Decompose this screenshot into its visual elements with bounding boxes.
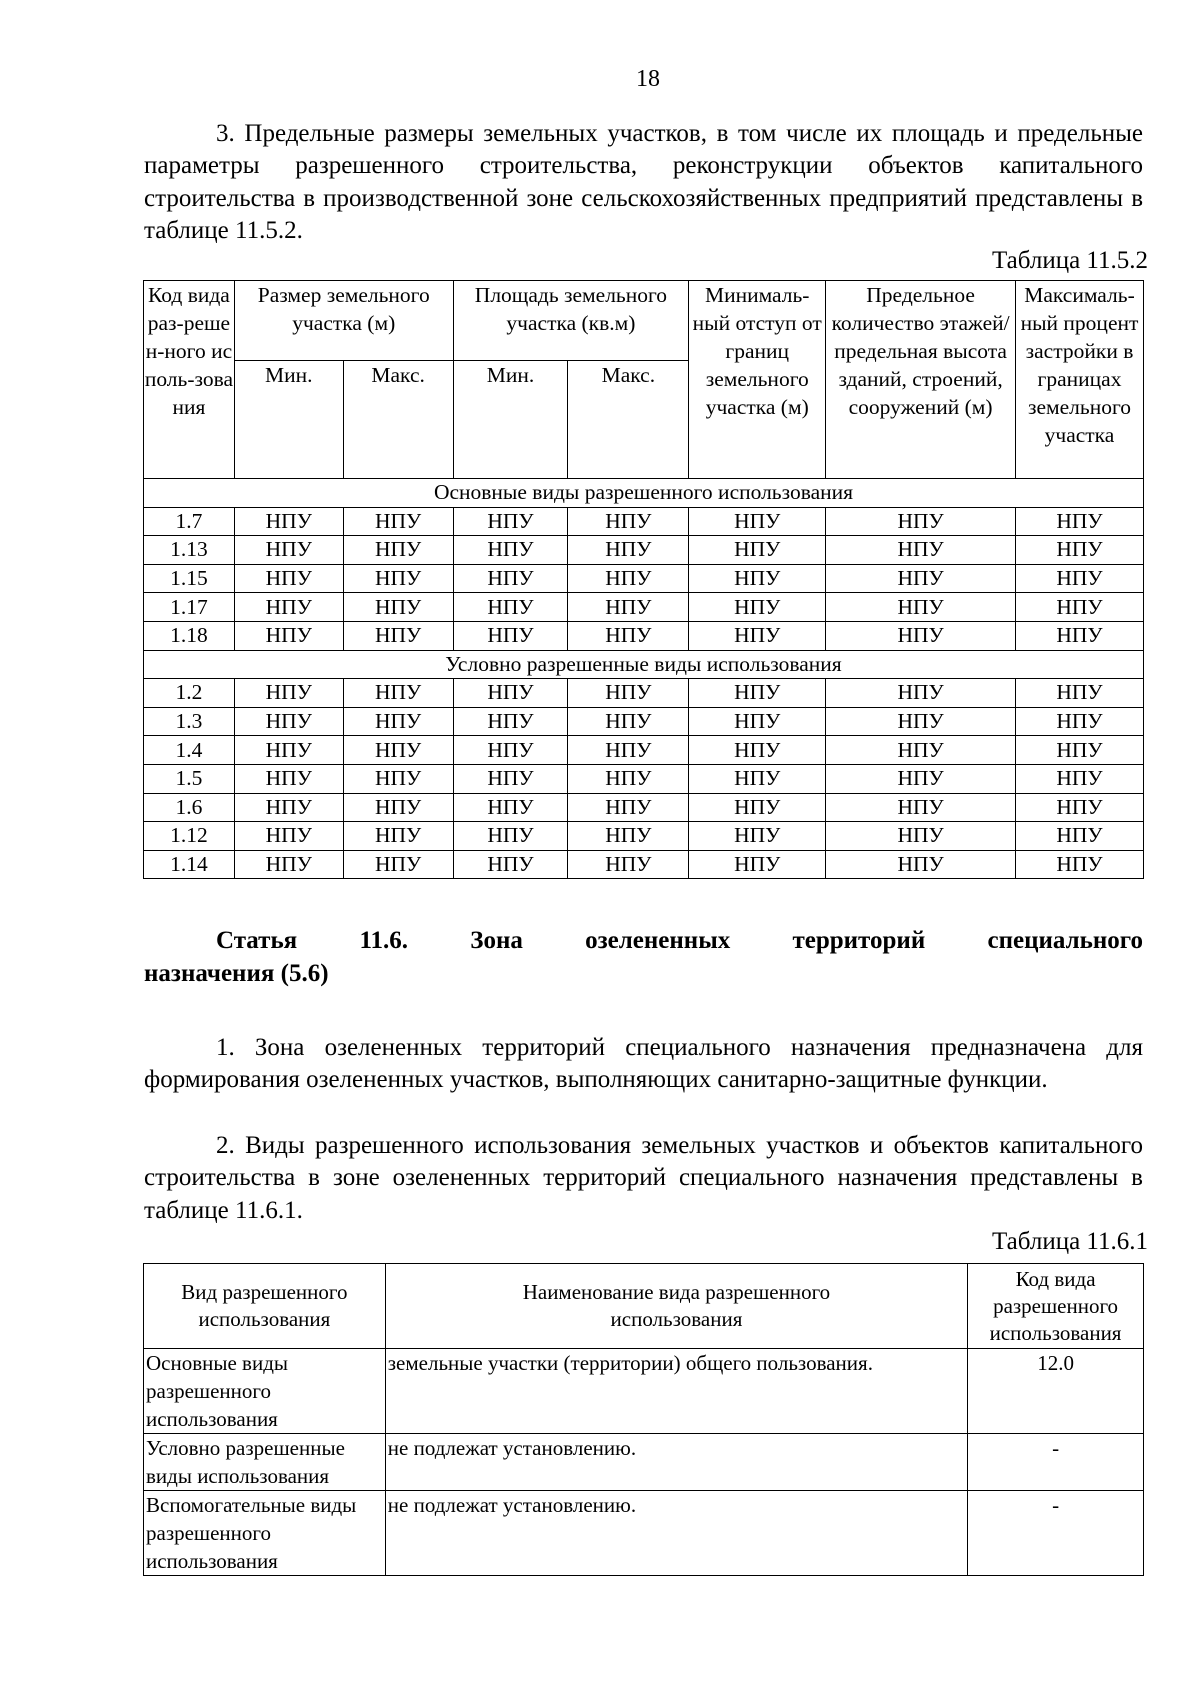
value-cell: НПУ xyxy=(343,822,453,851)
value-cell: НПУ xyxy=(453,536,568,565)
value-cell: НПУ xyxy=(234,764,343,793)
value-cell: НПУ xyxy=(1016,679,1144,708)
value-cell: НПУ xyxy=(234,736,343,765)
code-cell: 1.12 xyxy=(144,822,235,851)
value-cell: НПУ xyxy=(453,850,568,879)
value-cell: НПУ xyxy=(1016,564,1144,593)
value-cell: НПУ xyxy=(568,621,689,650)
value-cell: НПУ xyxy=(568,793,689,822)
value-cell: НПУ xyxy=(234,536,343,565)
name-cell: земельные участки (территории) общего пользования. xyxy=(385,1349,967,1434)
header-floors: Предельное количество этажей/ предельная высота зданий, строений, сооружений (м) xyxy=(826,281,1016,479)
code-cell: 1.5 xyxy=(144,764,235,793)
article-word: озелененных xyxy=(585,927,731,954)
value-cell: НПУ xyxy=(1016,736,1144,765)
value-cell: НПУ xyxy=(568,850,689,879)
article-word: специального xyxy=(987,927,1143,954)
value-cell: НПУ xyxy=(689,679,826,708)
value-cell: НПУ xyxy=(568,564,689,593)
code-cell: - xyxy=(968,1491,1144,1576)
table-row xyxy=(144,593,1144,622)
value-cell: НПУ xyxy=(689,850,826,879)
value-cell: НПУ xyxy=(453,822,568,851)
table-2-caption: Таблица 11.6.1 xyxy=(992,1228,1148,1255)
value-cell: НПУ xyxy=(1016,850,1144,879)
value-cell: НПУ xyxy=(453,764,568,793)
table-row xyxy=(144,1349,1144,1434)
value-cell: НПУ xyxy=(234,793,343,822)
type-cell: Вспомогательные виды разрешенного использования xyxy=(144,1491,386,1576)
header-name: Наименование вида разрешенного использования xyxy=(385,1264,967,1349)
value-cell: НПУ xyxy=(234,679,343,708)
code-cell: 1.15 xyxy=(144,564,235,593)
value-cell: НПУ xyxy=(343,736,453,765)
article-word: 11.6. xyxy=(359,927,409,954)
article-word: Статья xyxy=(216,927,298,954)
value-cell: НПУ xyxy=(826,850,1016,879)
value-cell: НПУ xyxy=(568,707,689,736)
table-row xyxy=(144,679,1144,708)
value-cell: НПУ xyxy=(689,793,826,822)
value-cell: НПУ xyxy=(1016,593,1144,622)
type-cell: Условно разрешенные виды использования xyxy=(144,1434,386,1491)
code-cell: 1.4 xyxy=(144,736,235,765)
header-size-min: Мин. xyxy=(234,361,343,479)
main-rows xyxy=(144,507,1144,650)
conditional-rows xyxy=(144,679,1144,879)
article-word: Зона xyxy=(470,927,523,954)
value-cell: НПУ xyxy=(689,507,826,536)
value-cell: НПУ xyxy=(568,736,689,765)
article-heading-line2: назначения (5.6) xyxy=(144,960,329,987)
table-row xyxy=(144,536,1144,565)
table-row xyxy=(144,1434,1144,1491)
value-cell: НПУ xyxy=(343,764,453,793)
table-2-rows xyxy=(144,1349,1144,1576)
value-cell: НПУ xyxy=(826,764,1016,793)
value-cell: НПУ xyxy=(826,679,1016,708)
value-cell: НПУ xyxy=(343,850,453,879)
value-cell: НПУ xyxy=(1016,507,1144,536)
value-cell: НПУ xyxy=(1016,793,1144,822)
type-cell: Основные виды разрешенного использования xyxy=(144,1349,386,1434)
value-cell: НПУ xyxy=(234,564,343,593)
code-cell: 1.7 xyxy=(144,507,235,536)
header-code: Код вида разрешенного использования xyxy=(968,1264,1144,1349)
header-coverage: Максималь-ный процент застройки в границах земельного участка xyxy=(1016,281,1144,479)
value-cell: НПУ xyxy=(1016,536,1144,565)
value-cell: НПУ xyxy=(689,621,826,650)
section-main: Основные виды разрешенного использования xyxy=(144,479,1144,508)
value-cell: НПУ xyxy=(234,621,343,650)
value-cell: НПУ xyxy=(453,793,568,822)
value-cell: НПУ xyxy=(453,593,568,622)
paragraph-1: 1. Зона озелененных территорий специального назначения предназначена для формирования озелененных участков, выполняющих санитарно-защитные функции. xyxy=(144,1034,1143,1094)
header-area-min: Мин. xyxy=(453,361,568,479)
value-cell: НПУ xyxy=(568,822,689,851)
table-row xyxy=(144,793,1144,822)
value-cell: НПУ xyxy=(826,736,1016,765)
value-cell: НПУ xyxy=(343,621,453,650)
value-cell: НПУ xyxy=(689,764,826,793)
value-cell: НПУ xyxy=(826,621,1016,650)
value-cell: НПУ xyxy=(234,707,343,736)
value-cell: НПУ xyxy=(453,507,568,536)
value-cell: НПУ xyxy=(234,507,343,536)
table-row xyxy=(144,707,1144,736)
value-cell: НПУ xyxy=(826,707,1016,736)
value-cell: НПУ xyxy=(689,707,826,736)
header-setback: Минималь-ный отступ от границ земельного участка (м) xyxy=(689,281,826,479)
article-word: территорий xyxy=(792,927,926,954)
code-cell: 1.13 xyxy=(144,536,235,565)
code-cell: 12.0 xyxy=(968,1349,1144,1434)
value-cell: НПУ xyxy=(453,707,568,736)
code-cell: 1.17 xyxy=(144,593,235,622)
value-cell: НПУ xyxy=(568,764,689,793)
name-cell: не подлежат установлению. xyxy=(385,1434,967,1491)
table-row xyxy=(144,1491,1144,1576)
table-row xyxy=(144,764,1144,793)
value-cell: НПУ xyxy=(343,679,453,708)
table-1-caption: Таблица 11.5.2 xyxy=(992,247,1148,274)
value-cell: НПУ xyxy=(343,593,453,622)
table-row xyxy=(144,507,1144,536)
code-cell: 1.2 xyxy=(144,679,235,708)
table-row xyxy=(144,736,1144,765)
value-cell: НПУ xyxy=(689,822,826,851)
header-code: Код вида раз-решен-ного исполь-зования xyxy=(144,281,235,479)
value-cell: НПУ xyxy=(453,679,568,708)
table-row xyxy=(144,621,1144,650)
value-cell: НПУ xyxy=(568,507,689,536)
name-cell: не подлежат установлению. xyxy=(385,1491,967,1576)
value-cell: НПУ xyxy=(826,536,1016,565)
code-cell: 1.3 xyxy=(144,707,235,736)
value-cell: НПУ xyxy=(234,593,343,622)
code-cell: 1.14 xyxy=(144,850,235,879)
value-cell: НПУ xyxy=(1016,822,1144,851)
value-cell: НПУ xyxy=(689,736,826,765)
table-row xyxy=(144,564,1144,593)
page-number: 18 xyxy=(636,66,660,92)
value-cell: НПУ xyxy=(826,564,1016,593)
value-cell: НПУ xyxy=(568,679,689,708)
code-cell: 1.18 xyxy=(144,621,235,650)
header-size-max: Макс. xyxy=(343,361,453,479)
value-cell: НПУ xyxy=(689,536,826,565)
article-heading xyxy=(144,924,1143,990)
header-area-max: Макс. xyxy=(568,361,689,479)
value-cell: НПУ xyxy=(343,536,453,565)
value-cell: НПУ xyxy=(453,736,568,765)
value-cell: НПУ xyxy=(1016,764,1144,793)
value-cell: НПУ xyxy=(234,850,343,879)
header-area: Площадь земельного участка (кв.м) xyxy=(453,281,689,361)
table-11-5-2 xyxy=(143,280,1144,879)
value-cell: НПУ xyxy=(689,593,826,622)
value-cell: НПУ xyxy=(568,536,689,565)
header-type: Вид разрешенного использования xyxy=(144,1264,386,1349)
value-cell: НПУ xyxy=(453,564,568,593)
code-cell: - xyxy=(968,1434,1144,1491)
table-row xyxy=(144,822,1144,851)
code-cell: 1.6 xyxy=(144,793,235,822)
value-cell: НПУ xyxy=(343,564,453,593)
paragraph-section-3: 3. Предельные размеры земельных участков, в том числе их площадь и предельные параметры разрешенного строительства, реконструкции объектов капитального строительства в производственной зоне сельскохозяйственных предприятий представлены в таблице 11.5.2. xyxy=(144,120,1143,245)
value-cell: НПУ xyxy=(343,507,453,536)
value-cell: НПУ xyxy=(689,564,826,593)
value-cell: НПУ xyxy=(826,822,1016,851)
value-cell: НПУ xyxy=(234,822,343,851)
header-size: Размер земельного участка (м) xyxy=(234,281,453,361)
value-cell: НПУ xyxy=(453,621,568,650)
value-cell: НПУ xyxy=(826,507,1016,536)
paragraph-2: 2. Виды разрешенного использования земельных участков и объектов капитального строительства в зоне озелененных территорий специального назначения представлены в таблице 11.6.1. xyxy=(144,1132,1143,1224)
value-cell: НПУ xyxy=(1016,707,1144,736)
section-conditional: Условно разрешенные виды использования xyxy=(144,650,1144,679)
value-cell: НПУ xyxy=(343,793,453,822)
value-cell: НПУ xyxy=(1016,621,1144,650)
table-11-6-1 xyxy=(143,1263,1144,1576)
value-cell: НПУ xyxy=(568,593,689,622)
value-cell: НПУ xyxy=(343,707,453,736)
value-cell: НПУ xyxy=(826,593,1016,622)
table-row xyxy=(144,850,1144,879)
value-cell: НПУ xyxy=(826,793,1016,822)
